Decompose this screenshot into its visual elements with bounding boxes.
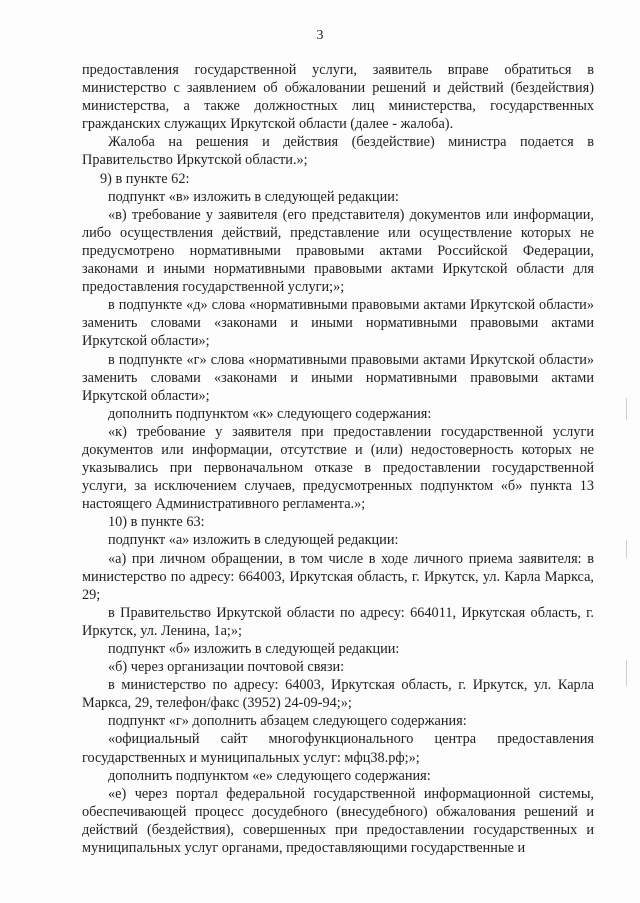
paragraph-subitem-b-text: «б) через организации почтовой связи: (108, 659, 345, 676)
paragraph-subitem-d-change: в подпункте «д» слова «нормативными правовыми актами Иркутской области» заменить словами «законами и иными нормативными правовыми актами Иркутской области»; (82, 297, 594, 350)
paragraph-subitem-a-intro: подпункт «а» изложить в следующей редакции: (108, 532, 399, 549)
paragraph-subitem-v-intro: подпункт «в» изложить в следующей редакции: (108, 188, 399, 205)
paragraph-subitem-b-intro: подпункт «б» изложить в следующей редакции: (108, 641, 400, 657)
paragraph-subitem-a-text: «а) при личном обращении, в том числе в ходе личного приема заявителя: в министерство по адресу: 664003, Иркутская область, г. Иркутск, ул. Карла Маркса, 29; (82, 550, 594, 603)
paragraph-subitem-e-intro: дополнить подпунктом «е» следующего содержания: (108, 767, 431, 784)
document-body (82, 61, 594, 857)
scan-artifact (626, 540, 627, 558)
paragraph-subitem-v-text: «в) требование у заявителя (его представителя) документов или информации, либо осуществления действий, представление или осуществление которых не предусмотрено нормативными правовыми актами Российской Федерации, законами и иными нормативными правовыми актами Иркутской области для предоставления государственной услуги;»; (82, 206, 594, 296)
paragraph-appeal-right: предоставления государственной услуги, заявитель вправе обратиться в министерство с заявлением об обжаловании решений и действий (бездействия) министерства, а также должностных лиц министерства, государственных гражданских служащих Иркутской области (далее - жалоба). (82, 62, 594, 133)
scan-artifact (626, 398, 627, 420)
scan-artifact (626, 660, 627, 686)
paragraph-subitem-k-intro: дополнить подпунктом «к» следующего содержания: (108, 405, 432, 422)
paragraph-ministry-postal-address: в министерство по адресу: 64003, Иркутская область, г. Иркутск, ул. Карла Маркса, 29, телефон/факс (3952) 24-09-94;»; (82, 677, 594, 712)
page-number: 3 (316, 28, 324, 43)
paragraph-subitem-g-addition: подпункт «г» дополнить абзацем следующего содержания: (108, 713, 467, 730)
paragraph-item-9: 9) в пункте 62: (100, 170, 190, 187)
paragraph-government-address: в Правительство Иркутской области по адресу: 664011, Иркутская область, г. Иркутск, ул. Ленина, 1а;»; (82, 604, 594, 639)
paragraph-mfc-website: «официальный сайт многофункционального центра предоставления государственных и муниципальных услуг: мфц38.рф;»; (82, 731, 594, 766)
paragraph-complaint-government: Жалоба на решения и действия (бездействие) министра подается в Правительство Иркутской области.»; (82, 134, 594, 169)
paragraph-subitem-e-text: «е) через портал федеральной государственной информационной системы, обеспечивающей процесс досудебного (внесудебного) обжалования решений и действий (бездействия), совершенных при предоставлении государственных и муниципальных услуг органами, предоставляющими государственные и (82, 785, 594, 857)
paragraph-item-10: 10) в пункте 63: (108, 514, 205, 531)
paragraph-subitem-k-text: «к) требование у заявителя при предоставлении государственной услуги документов или информации, отсутствие и (или) недостоверность которых не указывались при первоначальном отказе в предоставлении государственной услуги, за исключением случаев, предусмотренных подпунктом «б» пункта 13 настоящего Административного регламента.»; (82, 423, 594, 513)
paragraph-subitem-g-change: в подпункте «г» слова «нормативными правовыми актами Иркутской области» заменить словами «законами и иными нормативными правовыми актами Иркутской области»; (82, 351, 594, 404)
